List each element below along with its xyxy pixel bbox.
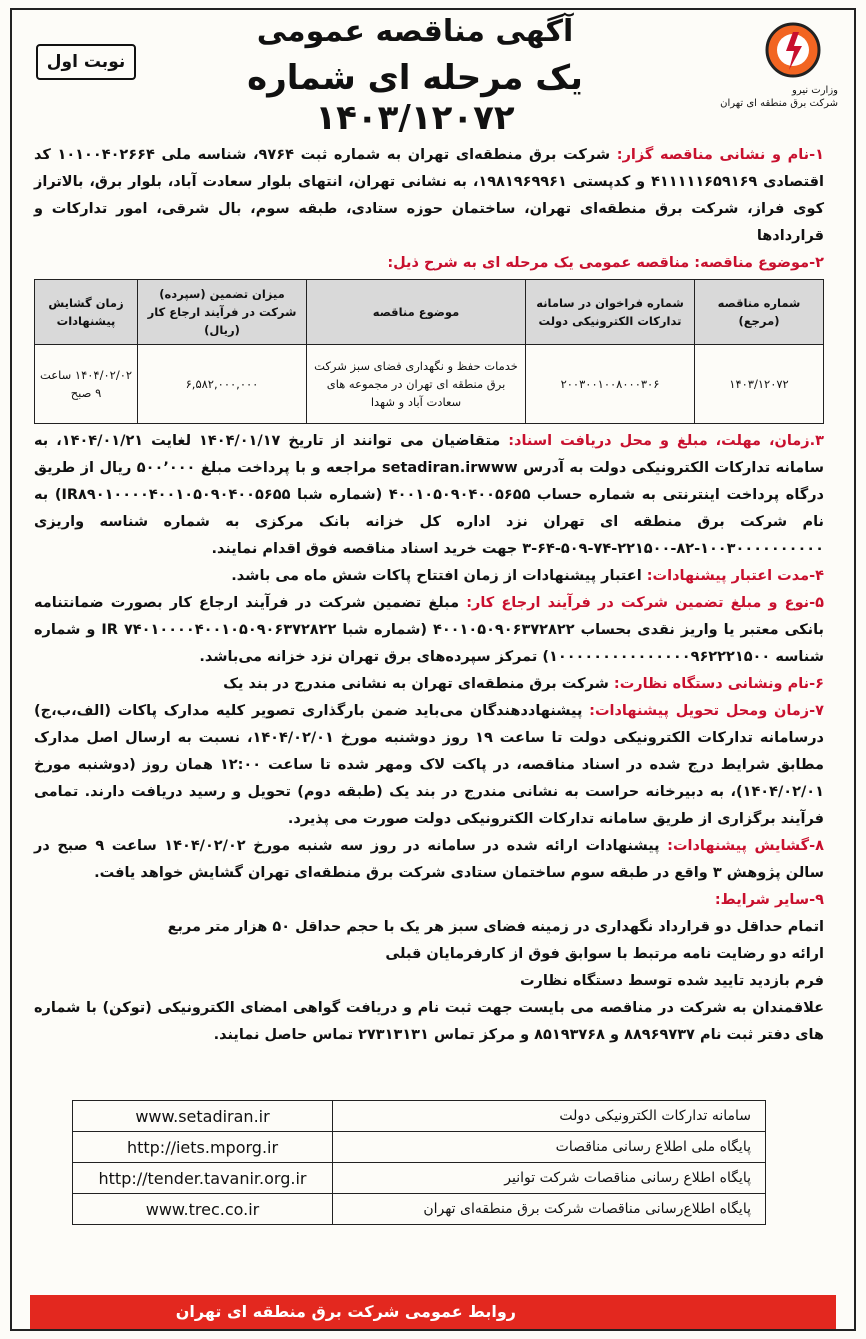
section-3-heading: ۳.زمان، مهلت، مبلغ و محل دریافت اسناد: (508, 433, 825, 449)
header-cell: شماره فراخوان در سامانه تدارکات الکترونیکی دولت (526, 280, 695, 345)
section-5-heading: ۵-نوع و مبلغ تضمین شرکت در فرآیند ارجاع کار: (466, 595, 825, 611)
footer-label: روابط عمومی شرکت برق منطقه ای تهران (175, 1302, 516, 1321)
tender-table (34, 279, 824, 424)
section-4-text: اعتبار پیشنهادات از زمان افتتاح پاکات شش ماه می باشد. (231, 568, 647, 584)
title-line-1: آگهی مناقصه عمومی (256, 14, 574, 49)
site-name: پایگاه ملی اطلاع رسانی مناقصات (333, 1132, 766, 1163)
section-1-heading: ۱-نام و نشانی مناقصه گزار: (616, 147, 824, 163)
site-name: سامانه تدارکات الکترونیکی دولت (333, 1101, 766, 1132)
section-2-heading: ۲-موضوع مناقصه: مناقصه عمومی یک مرحله ای به شرح ذیل: (387, 255, 824, 271)
site-link[interactable]: http://iets.mporg.ir (73, 1132, 333, 1163)
header-cell: موضوع مناقصه (307, 280, 526, 345)
section-6-text: شرکت برق منطقه‌ای تهران به نشانی مندرج در بند یک (223, 676, 614, 692)
table-row (73, 1132, 766, 1163)
condition-item: اتمام حداقل دو قرارداد نگهداری در زمینه فضای سبز هر یک با حجم حداقل ۵۰ هزار متر مربع (167, 919, 824, 935)
section-8 (34, 833, 824, 887)
header-cell: شماره مناقصه (مرجع) (695, 280, 824, 345)
turn-badge: نوبت اول (36, 44, 136, 80)
section-1-text: شرکت برق منطقه‌ای تهران به شماره ثبت ۹۷۶۴، شناسه ملی ۱۰۱۰۰۴۰۲۶۶۴ کد اقتصادی ۴۱۱۱۱۱۶۵۹۱۶۹ و کدپستی ۱۹۸۱۹۶۹۹۶۱، به نشانی تهران، انتهای بلوار سعادت آباد، بلوار برق، بالاتراز کوی فراز، شرکت برق منطقه‌ای تهران، ساختمان حوزه ستادی، طبقه سوم، بال شرقی، امور تدارکات و قراردادها (34, 147, 824, 244)
cell-subject: خدمات حفظ و نگهداری فضای سبز شرکت برق منطقه ای تهران در مجموعه های سعادت آباد و شهدا (307, 345, 526, 424)
site-link[interactable]: http://tender.tavanir.org.ir (73, 1163, 333, 1194)
footer-banner (30, 1295, 836, 1329)
cell-tender-number: ۱۴۰۳/۱۲۰۷۲ (695, 345, 824, 424)
notice-body (34, 142, 824, 1049)
table-row (35, 345, 824, 424)
section-9 (34, 887, 824, 914)
company-name: شرکت برق منطقه ای تهران (720, 98, 838, 109)
section-8-heading: ۸-گشایش پیشنهادات: (667, 838, 824, 854)
site-link[interactable]: www.setadiran.ir (73, 1101, 333, 1132)
tehran-regional-electric-logo (760, 20, 826, 80)
site-name: پایگاه اطلاع رسانی مناقصات شرکت توانیر (333, 1163, 766, 1194)
ministry-label (708, 84, 838, 110)
section-5 (34, 590, 824, 671)
header (0, 0, 866, 138)
section-5-text: مبلغ تضمین شرکت در فرآیند ارجاع کار بصورت ضمانتنامه بانکی معتبر یا واریز نقدی بحساب ۴۰۰۱۰۵۰۹۰۶۳۷۲۸۲۲ (شماره شبا IR ۷۴۰۱۰۰۰۰۴۰۰۱۰۵۰۹۰۶۳۷۲۸۲۲ و شماره شناسه ۱۰۰۰۰۰۰۰۰۰۰۰۰۰۰۰۹۶۲۲۲۱۵۰۰) تمرکز سپرده‌های برق تهران نزد خزانه می‌باشد. (34, 595, 825, 665)
section-6 (34, 671, 824, 698)
tender-table-header (35, 280, 824, 345)
header-cell: میزان تضمین (سپرده) شرکت در فرآیند ارجاع کار (ریال) (138, 280, 307, 345)
section-1 (34, 142, 824, 250)
cell-guarantee: ۶,۵۸۲,۰۰۰,۰۰۰ (138, 345, 307, 424)
section-7-heading: ۷-زمان ومحل تحویل پیشنهادات: (589, 703, 824, 719)
table-row (73, 1101, 766, 1132)
section-6-heading: ۶-نام ونشانی دستگاه نظارت: (613, 676, 824, 692)
ministry-name: وزارت نیرو (791, 85, 838, 96)
condition-item: علاقمندان به شرکت در مناقصه می بایست جهت ثبت نام و دریافت گواهی امضای الکترونیکی (توکن) با شماره های دفتر ثبت نام ۸۸۹۶۹۷۳۷ و ۸۵۱۹۳۷۶۸ و مرکز تماس ۲۷۳۱۳۱۳۱ تماس حاصل نمایند. (34, 1000, 824, 1043)
cell-opening-time: ۱۴۰۴/۰۲/۰۲ ساعت ۹ صبح (35, 345, 138, 424)
site-name: پایگاه اطلاع‌رسانی مناقصات شرکت برق منطقه‌ای تهران (333, 1194, 766, 1225)
title-line-2: یک مرحله ای شماره ۱۴۰۳/۱۲۰۷۲ (247, 58, 583, 138)
section-9-heading: ۹-سایر شرایط: (714, 892, 824, 908)
condition-item: ارائه دو رضایت نامه مرتبط با سوابق فوق از کارفرمایان قبلی (385, 946, 824, 962)
section-3 (34, 428, 824, 563)
table-row (73, 1194, 766, 1225)
section-8-text: پیشنهادات ارائه شده در سامانه در روز سه شنبه مورخ ۱۴۰۴/۰۲/۰۲ ساعت ۹ صبح در سالن پژوهش ۳ واقع در طبقه سوم ساختمان ستادی شرکت برق منطقه‌ای تهران گشایش خواهد یافت. (34, 838, 824, 881)
section-7-text: پیشنهاددهندگان می‌باید ضمن بارگذاری تصویر کلیه مدارک پاکات (الف،ب،ج) درسامانه تدارکات الکترونیکی دولت تا ساعت ۱۹ روز دوشنبه مورخ ۱۴۰۴/۰۲/۰۱، نسبت به ارسال اصل مدارک مطابق شرایط درج شده در اسناد مناقصه، در پاکت لاک ومهر شده تا ساعت ۱۲:۰۰ همان روز (دوشنبه مورخ ۱۴۰۴/۰۲/۰۱)، به دبیرخانه حراست به نشانی مندرج در بند یک (طبقه دوم) تحویل و رسید دریافت دارند. تمامی فرآیند برگزاری از طریق سامانه تدارکات الکترونیکی دولت صورت می پذیرد. (34, 703, 824, 827)
websites-table (72, 1100, 766, 1225)
cell-call-number: ۲۰۰۳۰۰۱۰۰۸۰۰۰۳۰۶ (526, 345, 695, 424)
site-link[interactable]: www.trec.co.ir (73, 1194, 333, 1225)
section-3-text: متقاضیان می توانند از تاریخ ۱۴۰۴/۰۱/۱۷ لغایت ۱۴۰۴/۰۱/۲۱، به سامانه تدارکات الکترونیکی دولت به آدرس setadiran.irwww مراجعه و با پرداخت مبلغ ۵۰۰٬۰۰۰ ریال از طریق درگاه پرداخت اینترنتی به شماره حساب ۴۰۰۱۰۵۰۹۰۴۰۰۵۶۵۵ (شماره شبا IR۸۹۰۱۰۰۰۰۴۰۰۱۰۵۰۹۰۴۰۰۵۶۵۵) به نام شرکت برق منطقه ای تهران نزد اداره کل خزانه بانک مرکزی به شماره شناسه واریزی ۱۰۰۳۰۰۰۰۰۰۰۰۰۰-۸۲-۲۲۱۵۰۰-۷۴-۵۰۹-۶۴-۳ جهت خرید اسناد مناقصه فوق اقدام نمایند. (34, 433, 824, 557)
section-2 (34, 250, 824, 277)
section-7 (34, 698, 824, 833)
section-4-heading: ۴-مدت اعتبار پیشنهادات: (646, 568, 824, 584)
section-4 (34, 563, 824, 590)
condition-item: فرم بازدید تایید شده توسط دستگاه نظارت (519, 973, 824, 989)
table-row (73, 1163, 766, 1194)
header-cell: زمان گشایش پیشنهادات (35, 280, 138, 345)
